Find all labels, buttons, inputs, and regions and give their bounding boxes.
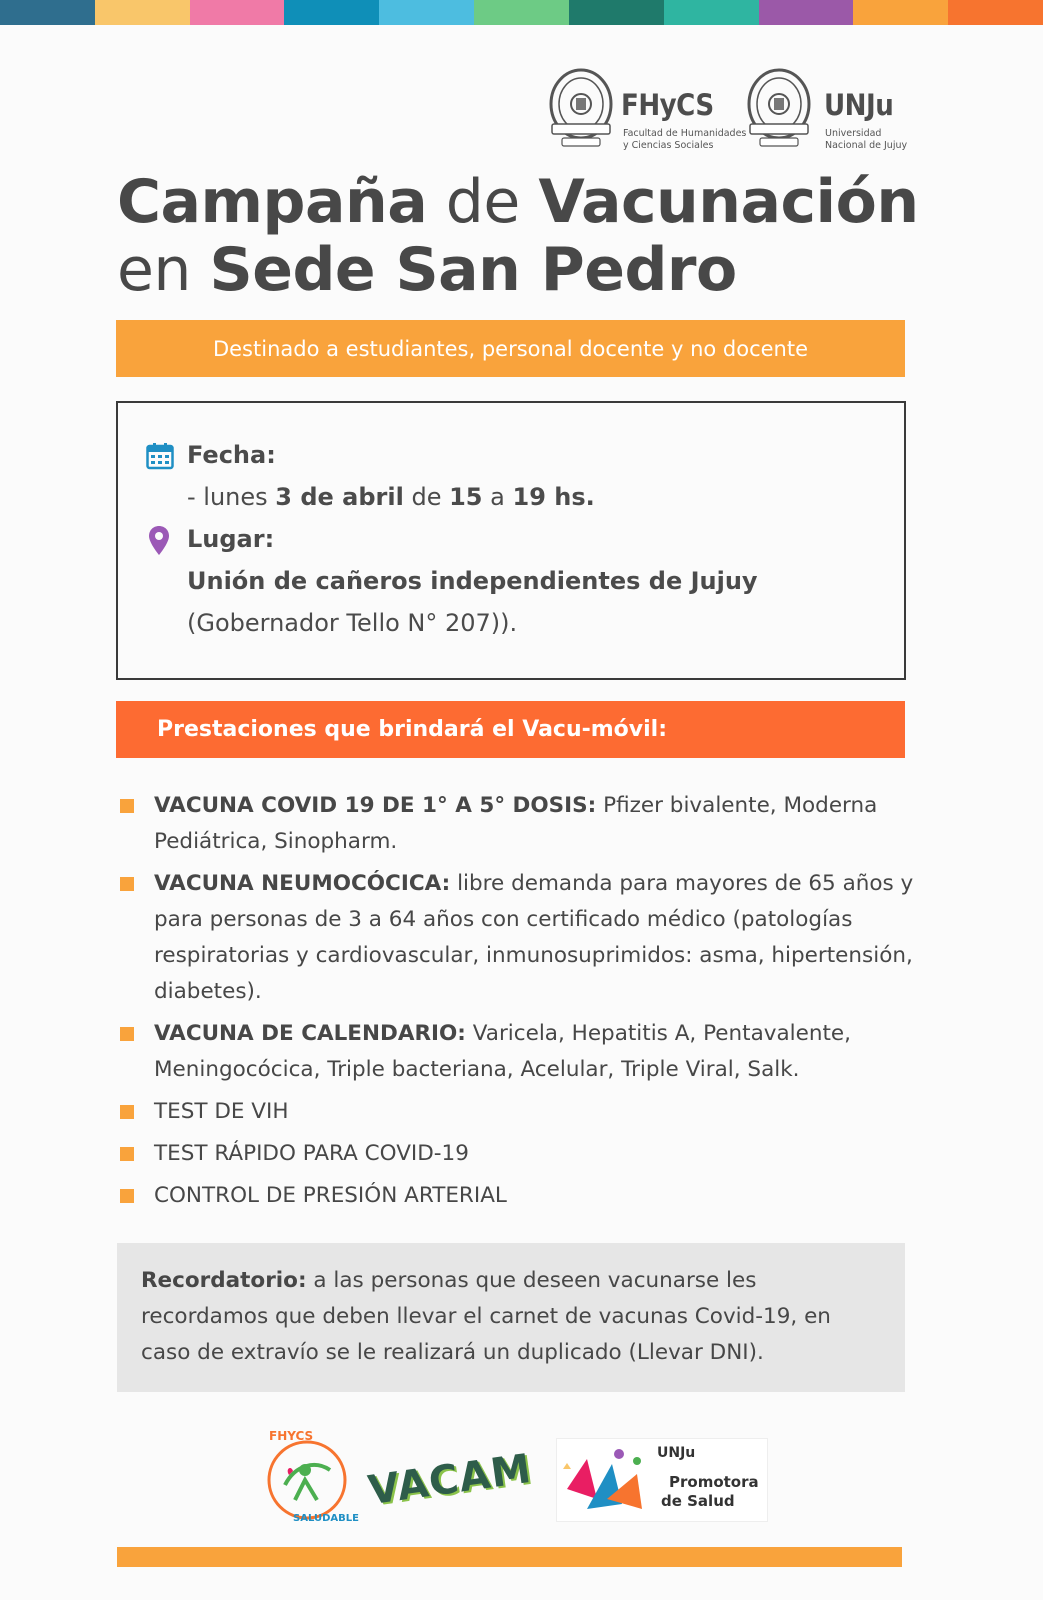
audience-banner: Destinado a estudiantes, personal docente y no docente — [116, 320, 905, 377]
place-label: Lugar: — [187, 525, 275, 553]
location-pin-icon — [148, 525, 170, 561]
stripe-segment — [0, 0, 95, 25]
place-address: (Gobernador Tello N° 207)). — [187, 609, 518, 637]
unju-logo-subtitle: Universidad Nacional de Jujuy — [825, 128, 908, 151]
page-title: Campaña de Vacunación en Sede San Pedro — [117, 167, 919, 305]
service-item-title: VACUNA DE CALENDARIO: — [154, 1021, 466, 1046]
service-item-text: Pfizer bivalente, Moderna Pediátrica, Sinopharm. — [154, 793, 878, 854]
place-name: Unión de cañeros independientes de Jujuy — [187, 567, 758, 595]
stripe-segment — [759, 0, 854, 25]
service-item — [117, 1016, 917, 1088]
service-item-text: TEST DE VIH — [154, 1099, 289, 1124]
vacam-logo: VACAM — [365, 1445, 535, 1515]
service-item — [117, 1136, 917, 1172]
footer-logos — [250, 1425, 770, 1535]
date-value: - lunes 3 de abril de 15 a 19 hs. — [187, 483, 595, 511]
stripe-segment — [569, 0, 664, 25]
square-bullet-icon — [120, 1189, 134, 1203]
square-bullet-icon — [120, 1027, 134, 1041]
promotora-salud-logo: UNJu Promotora de Salud — [556, 1438, 768, 1522]
unju-seal-icon — [746, 68, 812, 150]
stripe-segment — [853, 0, 948, 25]
bottom-bar — [117, 1547, 902, 1567]
stripe-segment — [948, 0, 1043, 25]
square-bullet-icon — [120, 1105, 134, 1119]
fhycs-logo-text: FHyCS — [621, 88, 714, 122]
fhycs-logo-subtitle: Facultad de Humanidades y Ciencias Sociales — [623, 128, 747, 151]
top-color-stripe — [0, 0, 1043, 25]
stripe-segment — [474, 0, 569, 25]
service-item-title: VACUNA COVID 19 DE 1° A 5° DOSIS: — [154, 793, 597, 818]
stripe-segment — [379, 0, 474, 25]
service-item-text: CONTROL DE PRESIÓN ARTERIAL — [154, 1183, 507, 1208]
services-banner: Prestaciones que brindará el Vacu-móvil: — [116, 701, 905, 758]
square-bullet-icon — [120, 877, 134, 891]
stripe-segment — [664, 0, 759, 25]
service-item-text: TEST RÁPIDO PARA COVID-19 — [154, 1141, 469, 1166]
service-item — [117, 788, 917, 860]
unju-logo-text: UNJu — [824, 88, 894, 122]
service-item-text: Varicela, Hepatitis A, Pentavalente, Meningocócica, Triple bacteriana, Acelular, Triple Viral, Salk. — [154, 1021, 851, 1082]
stripe-segment — [95, 0, 190, 25]
fhycs-saludable-logo: FHYCS SALUDABLE — [269, 1429, 359, 1524]
date-label: Fecha: — [187, 441, 276, 469]
service-item — [117, 866, 917, 1010]
services-list — [117, 788, 917, 1220]
square-bullet-icon — [120, 799, 134, 813]
header-logos — [555, 68, 935, 158]
event-info-box — [116, 401, 906, 680]
stripe-segment — [284, 0, 379, 25]
service-item-text: libre demanda para mayores de 65 años y para personas de 3 a 64 años con certificado médico (patologías respiratorias y cardiovascular, inmunosuprimidos: asma, hipertensión, diabetes). — [154, 871, 914, 1004]
service-item — [117, 1178, 917, 1214]
reminder-box: Recordatorio: a las personas que deseen vacunarse les recordamos que deben llevar el carnet de vacunas Covid-19, en caso de extravío se le realizará un duplicado (Llevar DNI). — [117, 1243, 905, 1392]
fhycs-seal-icon — [548, 68, 614, 150]
service-item — [117, 1094, 917, 1130]
calendar-icon — [146, 442, 174, 474]
stripe-segment — [190, 0, 285, 25]
square-bullet-icon — [120, 1147, 134, 1161]
service-item-title: VACUNA NEUMOCÓCICA: — [154, 871, 451, 896]
